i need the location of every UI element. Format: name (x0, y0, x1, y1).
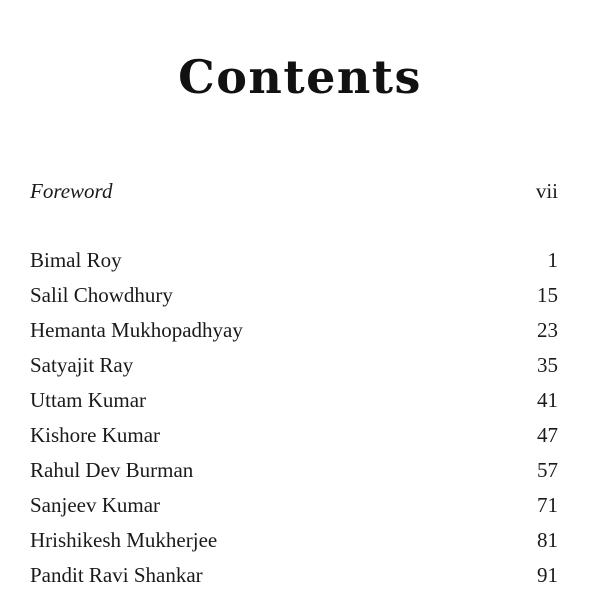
entry-title: Hrishikesh Mukherjee (30, 528, 218, 552)
entry-page-number: 57 (537, 458, 558, 482)
contents-entry (30, 523, 558, 558)
entry-title: Kishore Kumar (30, 423, 161, 447)
entry-page-number: 91 (537, 563, 558, 587)
contents-entry (30, 453, 558, 488)
entry-title: Sanjeev Kumar (30, 493, 161, 517)
foreword-label: Foreword (30, 178, 113, 203)
contents-entry (30, 488, 558, 523)
foreword-page-number: vii (535, 178, 558, 203)
entry-title: Satyajit Ray (30, 353, 134, 377)
entry-title: Pandit Ravi Shankar (30, 563, 203, 587)
entry-title: Salil Chowdhury (30, 283, 173, 307)
entry-title: Rahul Dev Burman (30, 458, 194, 482)
contents-entry (30, 243, 558, 278)
entry-page-number: 81 (537, 528, 558, 552)
contents-entry (30, 313, 558, 348)
contents-entry (30, 558, 558, 593)
contents-list (30, 243, 558, 593)
entry-title: Hemanta Mukhopadhyay (30, 318, 243, 342)
contents-entry (30, 383, 558, 418)
entry-page-number: 35 (537, 353, 558, 377)
entry-page-number: 47 (537, 423, 558, 447)
page-title: Contents (178, 49, 422, 104)
entry-page-number: 15 (537, 283, 558, 307)
contents-entry (30, 418, 558, 453)
entry-title: Uttam Kumar (30, 388, 147, 412)
entry-page-number: 41 (537, 388, 558, 412)
foreword-entry (30, 178, 558, 204)
contents-entry (30, 348, 558, 383)
entry-page-number: 23 (537, 318, 558, 342)
entry-page-number: 71 (537, 493, 558, 517)
entry-page-number: 1 (547, 248, 558, 272)
contents-entry (30, 278, 558, 313)
entry-title: Bimal Roy (30, 248, 122, 272)
